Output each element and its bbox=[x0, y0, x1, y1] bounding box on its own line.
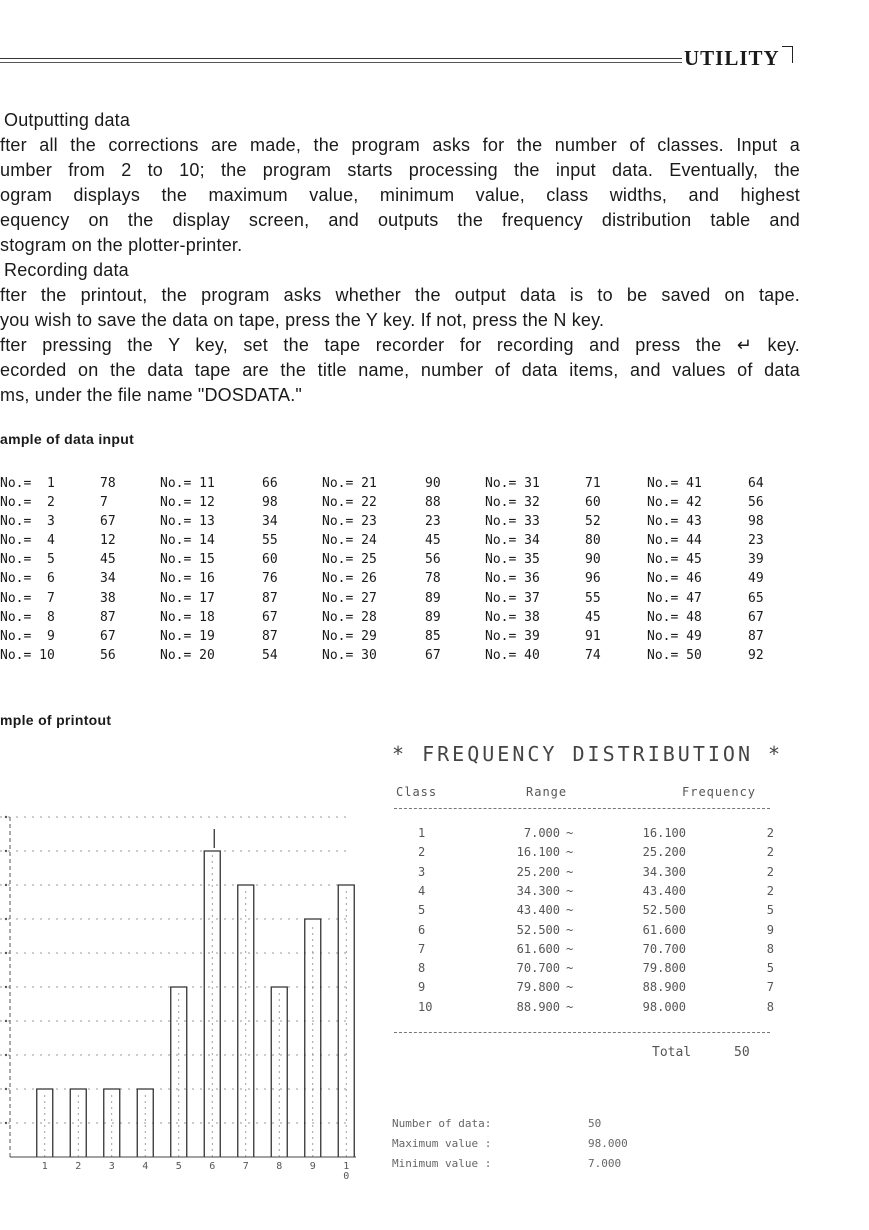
summary-label: Maximum value : bbox=[392, 1137, 492, 1150]
data-item-number: No.= 21 bbox=[322, 476, 377, 491]
x-tick-label: 7 bbox=[242, 1161, 249, 1172]
data-item-value: 90 bbox=[585, 552, 601, 568]
data-row bbox=[0, 514, 869, 533]
subheading-outputting: Outputting data bbox=[4, 110, 131, 130]
x-tick-label: 3 bbox=[108, 1161, 115, 1172]
frequency-from: 79.800 bbox=[516, 980, 560, 995]
header-frequency: Frequency bbox=[682, 785, 757, 799]
frequency-title: * FREQUENCY DISTRIBUTION * bbox=[392, 742, 784, 766]
table-divider bbox=[394, 1032, 770, 1033]
data-item-number: No.= 31 bbox=[485, 476, 540, 491]
frequency-freq: 7 bbox=[766, 980, 774, 995]
data-item-value: 87 bbox=[100, 609, 116, 625]
data-item-value: 34 bbox=[100, 571, 116, 587]
data-item-number: No.= 12 bbox=[160, 495, 215, 511]
x-tick-label: 1 bbox=[41, 1161, 48, 1172]
data-item-value: 45 bbox=[585, 609, 601, 625]
frequency-sep: ~ bbox=[566, 845, 574, 860]
frequency-sep: ~ bbox=[566, 980, 574, 995]
data-item-value: 76 bbox=[262, 571, 278, 587]
frequency-freq: 8 bbox=[766, 999, 774, 1014]
data-item-value: 49 bbox=[748, 571, 764, 587]
subheading-recording: Recording data bbox=[4, 260, 129, 280]
data-item-number: No.= 19 bbox=[160, 628, 215, 644]
header-range: Range bbox=[526, 785, 568, 799]
data-item-value: 55 bbox=[262, 533, 278, 549]
data-item-number: No.= 14 bbox=[160, 533, 215, 549]
data-item-value: 23 bbox=[425, 514, 441, 530]
data-item-number: No.= 24 bbox=[322, 533, 377, 549]
data-row bbox=[0, 648, 869, 667]
frequency-row bbox=[392, 923, 792, 943]
data-item-value: 87 bbox=[262, 628, 278, 644]
frequency-class: 2 bbox=[418, 845, 426, 860]
data-item-value: 55 bbox=[585, 590, 601, 606]
frequency-to: 16.100 bbox=[642, 826, 686, 840]
data-item-value: 23 bbox=[748, 533, 764, 549]
data-row bbox=[0, 591, 869, 610]
histogram-bar bbox=[37, 1089, 53, 1157]
data-item-number: No.= 33 bbox=[485, 514, 540, 530]
body-text bbox=[0, 108, 800, 408]
x-tick-label: 4 bbox=[142, 1161, 149, 1172]
histogram-bar bbox=[338, 885, 354, 1157]
histogram-bar bbox=[305, 919, 321, 1157]
data-item-number: No.= 48 bbox=[647, 609, 702, 625]
data-item-value: 67 bbox=[100, 628, 116, 644]
data-item-number: No.= 41 bbox=[647, 476, 702, 491]
y-tick-mark bbox=[5, 1054, 7, 1056]
frequency-from: 61.600 bbox=[516, 941, 560, 956]
data-item-number: No.= 43 bbox=[647, 514, 702, 530]
frequency-class: 9 bbox=[418, 980, 426, 995]
frequency-class: 1 bbox=[418, 826, 426, 840]
data-item-value: 67 bbox=[100, 514, 116, 530]
data-item-number: No.= 5 bbox=[0, 552, 55, 568]
histogram-bar bbox=[104, 1089, 120, 1157]
paragraph-line: umber from 2 to 10; the program starts processing the input data. Eventually, the bbox=[0, 160, 800, 180]
data-item-value: 45 bbox=[425, 533, 441, 549]
data-item-value: 92 bbox=[748, 647, 764, 663]
frequency-freq: 8 bbox=[766, 941, 774, 956]
summary-label: Number of data: bbox=[392, 1117, 492, 1130]
data-item-number: No.= 38 bbox=[485, 609, 540, 625]
data-item-number: No.= 11 bbox=[160, 476, 215, 491]
data-item-number: No.= 9 bbox=[0, 628, 55, 644]
histogram-bar bbox=[204, 851, 220, 1157]
y-tick-mark bbox=[5, 884, 7, 886]
data-item-value: 78 bbox=[100, 476, 116, 491]
total-label: Total bbox=[652, 1045, 692, 1060]
data-item-number: No.= 2 bbox=[0, 495, 55, 511]
data-item-number: No.= 44 bbox=[647, 533, 702, 549]
data-item-value: 88 bbox=[425, 495, 441, 511]
frequency-freq: 2 bbox=[766, 845, 774, 860]
paragraph-line: ogram displays the maximum value, minimum value, class widths, and highest bbox=[0, 185, 800, 205]
frequency-sep: ~ bbox=[566, 826, 574, 840]
frequency-row bbox=[392, 845, 792, 865]
data-item-value: 87 bbox=[748, 628, 764, 644]
frequency-row bbox=[392, 961, 792, 981]
frequency-to: 79.800 bbox=[642, 961, 686, 976]
frequency-freq: 9 bbox=[766, 922, 774, 937]
data-row bbox=[0, 610, 869, 629]
frequency-class: 7 bbox=[418, 941, 426, 956]
frequency-from: 7.000 bbox=[523, 826, 560, 840]
frequency-to: 70.700 bbox=[642, 941, 686, 956]
frequency-freq: 5 bbox=[766, 903, 774, 918]
frequency-freq: 5 bbox=[766, 961, 774, 976]
data-item-number: No.= 45 bbox=[647, 552, 702, 568]
frequency-to: 88.900 bbox=[642, 980, 686, 995]
frequency-class: 6 bbox=[418, 922, 426, 937]
data-item-number: No.= 39 bbox=[485, 628, 540, 644]
frequency-from: 25.200 bbox=[516, 864, 560, 879]
data-item-value: 52 bbox=[585, 514, 601, 530]
data-item-number: No.= 3 bbox=[0, 514, 55, 530]
data-item-value: 67 bbox=[748, 609, 764, 625]
data-row bbox=[0, 495, 869, 514]
data-item-value: 65 bbox=[748, 590, 764, 606]
data-item-number: No.= 17 bbox=[160, 590, 215, 606]
data-item-value: 89 bbox=[425, 609, 441, 625]
y-tick-mark bbox=[5, 1122, 7, 1124]
frequency-to: 52.500 bbox=[642, 903, 686, 918]
x-tick-label: 6 bbox=[209, 1161, 216, 1172]
data-item-value: 67 bbox=[262, 609, 278, 625]
data-item-value: 78 bbox=[425, 571, 441, 587]
frequency-row bbox=[392, 942, 792, 962]
frequency-class: 5 bbox=[418, 903, 426, 918]
frequency-row bbox=[392, 980, 792, 1000]
data-item-number: No.= 8 bbox=[0, 609, 55, 625]
data-row bbox=[0, 552, 869, 571]
data-item-value: 66 bbox=[262, 476, 278, 491]
data-row bbox=[0, 476, 869, 495]
frequency-row bbox=[392, 865, 792, 885]
x-tick-label: 8 bbox=[276, 1161, 283, 1172]
data-item-value: 87 bbox=[262, 590, 278, 606]
data-item-number: No.= 28 bbox=[322, 609, 377, 625]
data-item-number: No.= 23 bbox=[322, 514, 377, 530]
data-item-value: 67 bbox=[425, 647, 441, 663]
paragraph-line: fter the printout, the program asks whether the output data is to be saved on tape. bbox=[0, 285, 800, 305]
paragraph-line: equency on the display screen, and outputs the frequency distribution table and bbox=[0, 210, 800, 230]
data-item-number: No.= 35 bbox=[485, 552, 540, 568]
x-tick-label: 5 bbox=[175, 1161, 182, 1172]
data-item-number: No.= 4 bbox=[0, 533, 55, 549]
data-item-value: 60 bbox=[262, 552, 278, 568]
paragraph-line: ms, under the file name "DOSDATA." bbox=[0, 385, 303, 405]
data-item-value: 96 bbox=[585, 571, 601, 587]
data-row bbox=[0, 629, 869, 648]
frequency-to: 34.300 bbox=[642, 864, 686, 879]
data-item-value: 39 bbox=[748, 552, 764, 568]
section-label-printout: mple of printout bbox=[0, 712, 112, 728]
data-row bbox=[0, 533, 869, 552]
summary-value: 98.000 bbox=[588, 1137, 628, 1150]
data-item-value: 80 bbox=[585, 533, 601, 549]
paragraph-line: stogram on the plotter-printer. bbox=[0, 235, 243, 255]
data-item-value: 90 bbox=[425, 476, 441, 491]
frequency-from: 70.700 bbox=[516, 961, 560, 976]
data-item-value: 74 bbox=[585, 647, 601, 663]
y-tick-mark bbox=[5, 1088, 7, 1090]
frequency-sep: ~ bbox=[566, 941, 574, 956]
x-tick-label: 1 bbox=[343, 1161, 350, 1172]
data-item-value: 89 bbox=[425, 590, 441, 606]
frequency-class: 10 bbox=[418, 999, 433, 1014]
data-input-table bbox=[0, 476, 869, 667]
data-item-number: No.= 16 bbox=[160, 571, 215, 587]
frequency-row bbox=[392, 826, 792, 846]
data-item-value: 85 bbox=[425, 628, 441, 644]
paragraph-line: ecorded on the data tape are the title name, number of data items, and values of data bbox=[0, 360, 800, 380]
total-value: 50 bbox=[734, 1045, 750, 1060]
data-item-number: No.= 26 bbox=[322, 571, 377, 587]
frequency-class: 8 bbox=[418, 961, 426, 976]
x-tick-label: 2 bbox=[75, 1161, 82, 1172]
header-class: Class bbox=[396, 785, 438, 799]
data-item-value: 45 bbox=[100, 552, 116, 568]
data-item-number: No.= 42 bbox=[647, 495, 702, 511]
data-item-number: No.= 29 bbox=[322, 628, 377, 644]
frequency-row bbox=[392, 1000, 792, 1020]
data-item-number: No.= 27 bbox=[322, 590, 377, 606]
frequency-class: 4 bbox=[418, 883, 426, 898]
data-item-number: No.= 15 bbox=[160, 552, 215, 568]
page-header-title: UTILITY bbox=[684, 46, 780, 70]
data-item-value: 54 bbox=[262, 647, 278, 663]
summary-value: 7.000 bbox=[588, 1157, 622, 1170]
data-item-value: 56 bbox=[425, 552, 441, 568]
data-item-number: No.= 25 bbox=[322, 552, 377, 568]
data-item-number: No.= 50 bbox=[647, 647, 702, 663]
frequency-sep: ~ bbox=[566, 999, 574, 1014]
data-item-number: No.= 10 bbox=[0, 647, 55, 663]
data-item-number: No.= 7 bbox=[0, 590, 55, 606]
data-item-value: 34 bbox=[262, 514, 278, 530]
histogram-chart bbox=[0, 740, 380, 1180]
frequency-row bbox=[392, 884, 792, 904]
frequency-freq: 2 bbox=[766, 864, 774, 879]
data-item-number: No.= 32 bbox=[485, 495, 540, 511]
paragraph-line: fter all the corrections are made, the program asks for the number of classes. Input a bbox=[0, 135, 800, 155]
table-divider bbox=[394, 808, 770, 809]
data-row bbox=[0, 571, 869, 590]
frequency-sep: ~ bbox=[566, 903, 574, 918]
x-tick-label: 0 bbox=[343, 1171, 350, 1180]
data-item-number: No.= 47 bbox=[647, 590, 702, 606]
y-tick-mark bbox=[5, 1020, 7, 1022]
y-tick-mark bbox=[5, 816, 7, 818]
data-item-value: 12 bbox=[100, 533, 116, 549]
header-rule bbox=[0, 58, 682, 59]
paragraph-line: you wish to save the data on tape, press the Y key. If not, press the N key. bbox=[0, 310, 605, 330]
data-item-value: 7 bbox=[100, 495, 108, 511]
data-item-number: No.= 40 bbox=[485, 647, 540, 663]
data-item-value: 98 bbox=[748, 514, 764, 530]
frequency-row bbox=[392, 903, 792, 923]
section-label-data-input: ample of data input bbox=[0, 431, 135, 447]
data-item-number: No.= 36 bbox=[485, 571, 540, 587]
data-item-value: 60 bbox=[585, 495, 601, 511]
header-rule-secondary bbox=[0, 62, 682, 63]
data-item-value: 91 bbox=[585, 628, 601, 644]
data-item-value: 71 bbox=[585, 476, 601, 491]
data-item-value: 38 bbox=[100, 590, 116, 606]
data-item-number: No.= 6 bbox=[0, 571, 55, 587]
data-item-number: No.= 49 bbox=[647, 628, 702, 644]
frequency-to: 43.400 bbox=[642, 883, 686, 898]
summary-label: Minimum value : bbox=[392, 1157, 492, 1170]
frequency-from: 43.400 bbox=[516, 903, 560, 918]
frequency-to: 61.600 bbox=[642, 922, 686, 937]
y-tick-mark bbox=[5, 986, 7, 988]
frequency-from: 34.300 bbox=[516, 883, 560, 898]
paragraph-line: fter pressing the Y key, set the tape recorder for recording and press the ↵ key. bbox=[0, 335, 800, 355]
frequency-sep: ~ bbox=[566, 961, 574, 976]
data-item-value: 64 bbox=[748, 476, 764, 491]
data-item-value: 56 bbox=[748, 495, 764, 511]
data-item-number: No.= 46 bbox=[647, 571, 702, 587]
frequency-to: 98.000 bbox=[642, 999, 686, 1014]
data-item-number: No.= 20 bbox=[160, 647, 215, 663]
summary-value: 50 bbox=[588, 1117, 602, 1130]
data-item-number: No.= 30 bbox=[322, 647, 377, 663]
data-item-number: No.= 22 bbox=[322, 495, 377, 511]
y-tick-mark bbox=[5, 918, 7, 920]
data-item-number: No.= 18 bbox=[160, 609, 215, 625]
frequency-from: 52.500 bbox=[516, 922, 560, 937]
x-tick-label: 9 bbox=[309, 1161, 316, 1172]
frequency-to: 25.200 bbox=[642, 845, 686, 860]
y-tick-mark bbox=[5, 952, 7, 954]
data-item-number: No.= 13 bbox=[160, 514, 215, 530]
frequency-freq: 2 bbox=[766, 826, 774, 840]
frequency-sep: ~ bbox=[566, 922, 574, 937]
frequency-class: 3 bbox=[418, 864, 426, 879]
data-item-value: 98 bbox=[262, 495, 278, 511]
frequency-sep: ~ bbox=[566, 883, 574, 898]
frequency-from: 16.100 bbox=[516, 845, 560, 860]
data-item-value: 56 bbox=[100, 647, 116, 663]
y-tick-mark bbox=[5, 850, 7, 852]
data-item-number: No.= 37 bbox=[485, 590, 540, 606]
data-item-number: No.= 1 bbox=[0, 476, 55, 491]
frequency-sep: ~ bbox=[566, 864, 574, 879]
data-item-number: No.= 34 bbox=[485, 533, 540, 549]
frequency-freq: 2 bbox=[766, 883, 774, 898]
header-bracket bbox=[782, 46, 793, 63]
frequency-from: 88.900 bbox=[516, 999, 560, 1014]
